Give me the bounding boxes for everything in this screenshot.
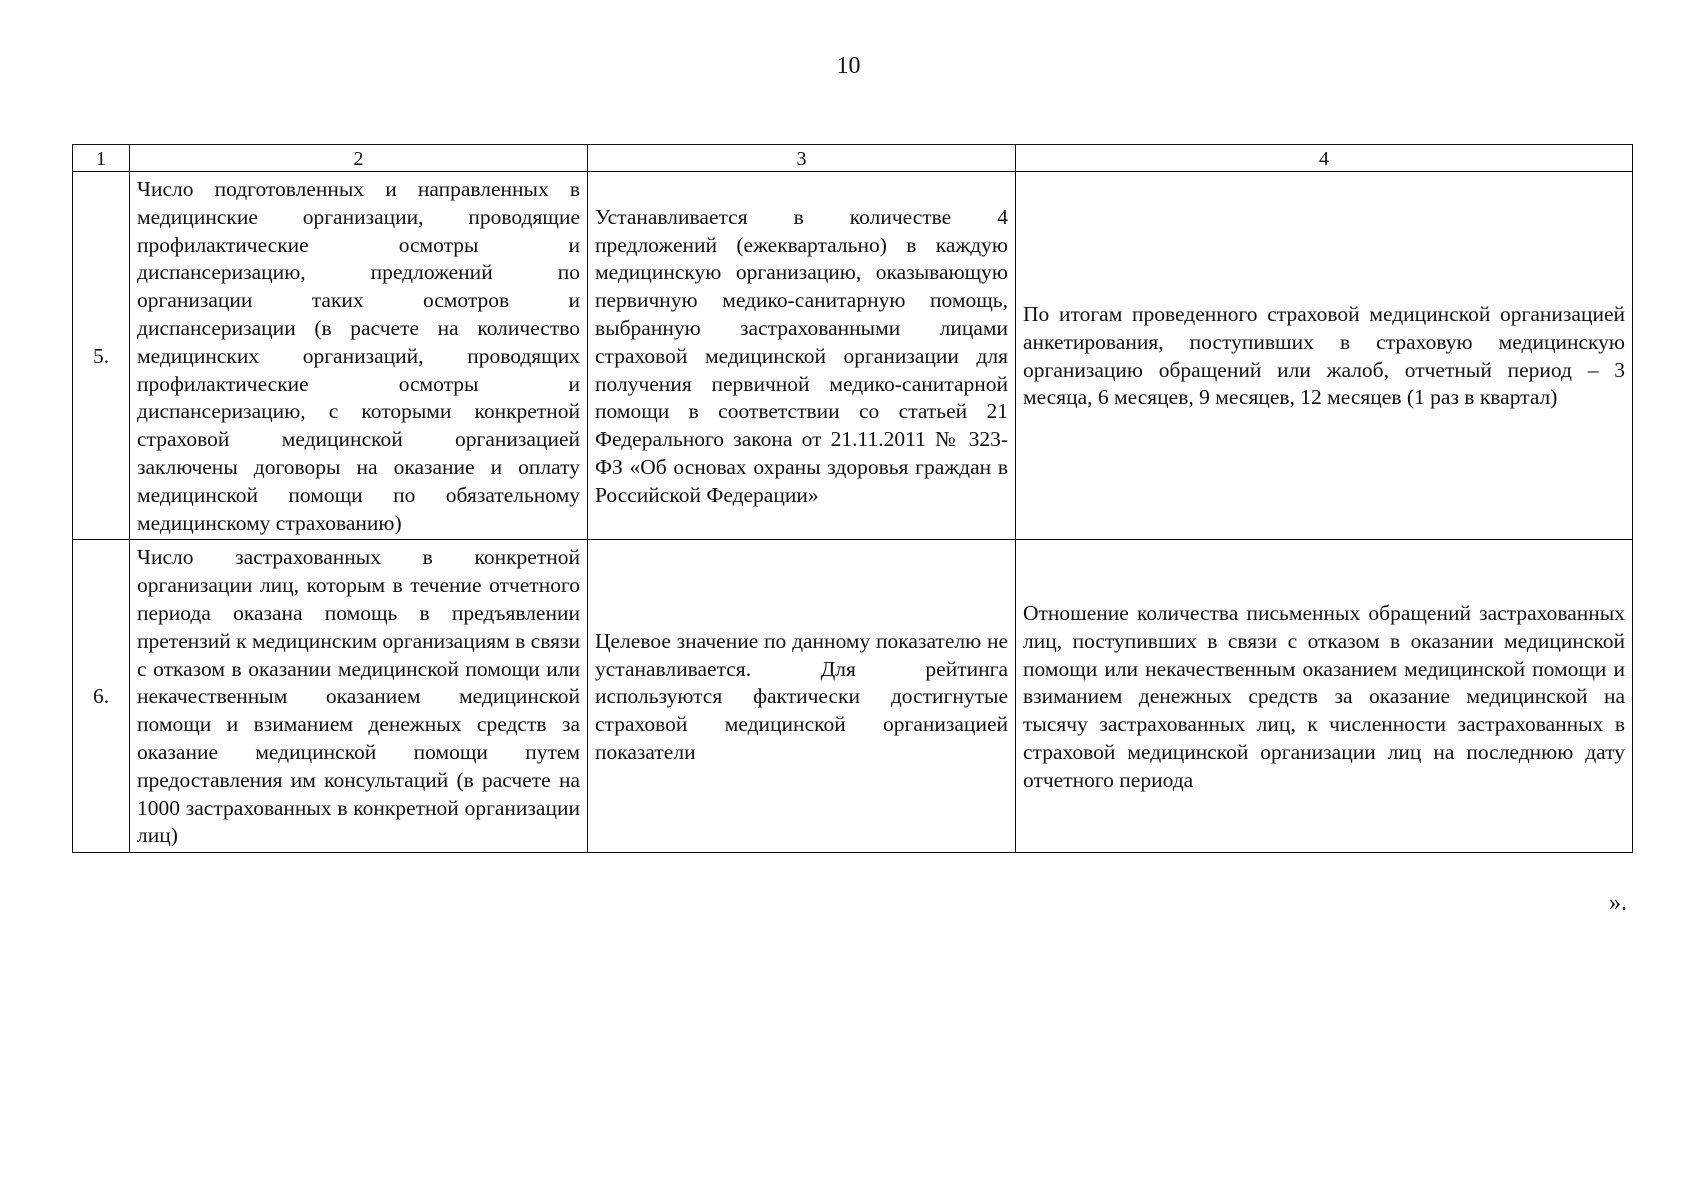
indicators-table [72,144,1633,853]
row-number-cell: 5. [73,172,130,540]
header-cell-col-4: 4 [1016,145,1633,172]
page-number: 10 [836,53,861,79]
target-value-cell: Целевое значение по данному показателю не устанавливается. Для рейтинга используются фактически достигнутые страховой медицинской организацией показатели [588,540,1016,853]
table-row [73,172,1633,540]
table-header-row [73,145,1633,172]
indicator-name-cell: Число подготовленных и направленных в медицинские организации, проводящие профилактические осмотры и диспансеризацию, предложений по организации таких осмотров и диспансеризации (в расчете на количество медицинских организаций, проводящих профилактические осмотры и диспансеризацию, с которыми конкретной страховой медицинской организацией заключены договоры на оказание и оплату медицинской помощи по обязательному медицинскому страхованию) [130,172,588,540]
calculation-method-cell: По итогам проведенного страховой медицинской организацией анкетирования, поступивших в страховую медицинскую организацию обращений или жалоб, отчетный период – 3 месяца, 6 месяцев, 9 месяцев, 12 месяцев (1 раз в квартал) [1016,172,1633,540]
row-number-cell: 6. [73,540,130,853]
indicator-name-cell: Число застрахованных в конкретной организации лиц, которым в течение отчетного периода оказана помощь в предъявлении претензий к медицинским организациям в связи с отказом в оказании медицинской помощи или некачественным оказанием медицинской помощи и взиманием денежных средств за оказание медицинской помощи путем предоставления им консультаций (в расчете на 1000 застрахованных в конкретной организации лиц) [130,540,588,853]
closing-quote-mark: ». [1609,890,1627,916]
calculation-method-cell: Отношение количества письменных обращений застрахованных лиц, поступивших в связи с отказом в оказании медицинской помощи или некачественным оказанием медицинской помощи и взиманием денежных средств за оказание медицинской на тысячу застрахованных лиц, к численности застрахованных в страховой медицинской организации лиц на последнюю дату отчетного периода [1016,540,1633,853]
table-row [73,540,1633,853]
target-value-cell: Устанавливается в количестве 4 предложений (ежеквартально) в каждую медицинскую организацию, оказывающую первичную медико-санитарную помощь, выбранную застрахованными лицами страховой медицинской организации для получения первичной медико-санитарной помощи в соответствии со статьей 21 Федерального закона от 21.11.2011 № 323-ФЗ «Об основах охраны здоровья граждан в Российской Федерации» [588,172,1016,540]
header-cell-col-3: 3 [588,145,1016,172]
header-cell-col-1: 1 [73,145,130,172]
header-cell-col-2: 2 [130,145,588,172]
